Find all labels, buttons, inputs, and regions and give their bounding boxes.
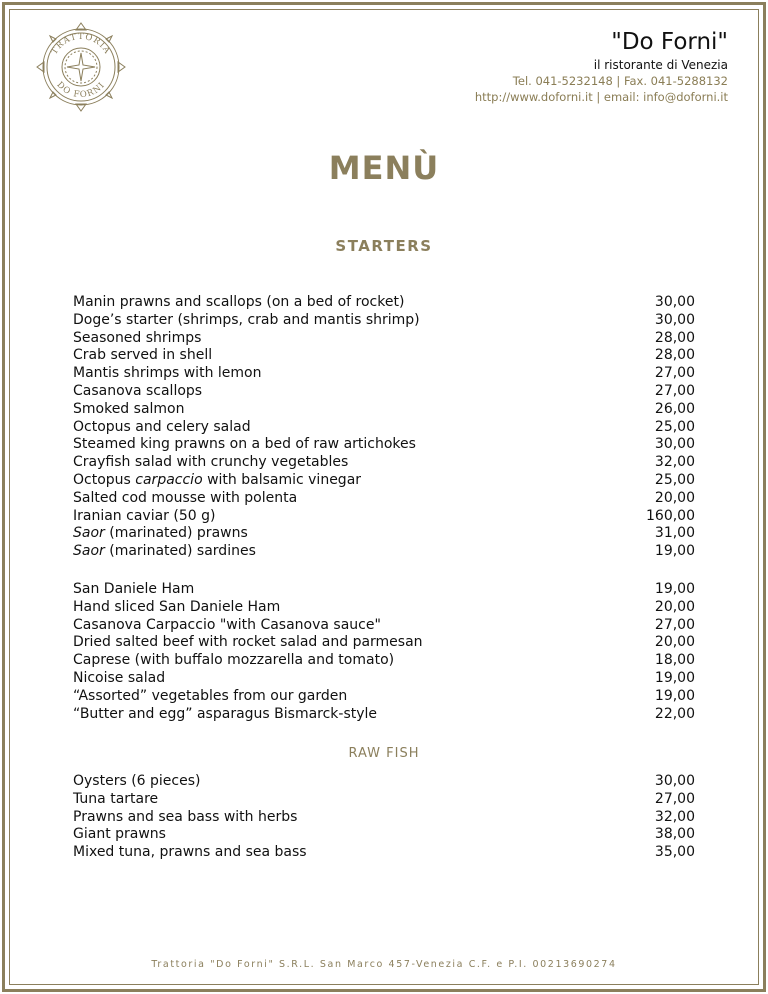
menu-item — [73, 773, 695, 791]
menu-item-price: 28,00 — [654, 347, 695, 364]
menu-item-price: 38,00 — [654, 826, 695, 843]
menu-item-name: “Butter and egg” asparagus Bismarck-style — [73, 705, 378, 722]
menu-item — [73, 844, 695, 862]
section-title-starters: STARTERS — [335, 237, 433, 255]
menu-title: MENÙ — [328, 149, 440, 187]
menu-item-price: 20,00 — [654, 489, 695, 506]
menu-item-price: 160,00 — [646, 507, 695, 524]
trattoria-seal-logo — [36, 22, 126, 112]
menu-item-name: Salted cod mousse with polenta — [73, 489, 298, 506]
menu-item — [73, 347, 695, 365]
menu-item-price: 27,00 — [654, 616, 695, 633]
menu-item-name: Mantis shrimps with lemon — [73, 365, 262, 382]
menu-item — [73, 670, 695, 688]
footer-company-info: Trattoria "Do Forni" S.R.L. San Marco 457-Venezia C.F. e P.I. 00213690274 — [151, 959, 617, 970]
menu-item-price: 31,00 — [654, 525, 695, 542]
menu-item-price: 30,00 — [654, 436, 695, 453]
menu-item-name: Tuna tartare — [73, 790, 159, 807]
header-contact-block — [475, 28, 728, 105]
menu-item-price: 30,00 — [654, 773, 695, 789]
menu-item — [73, 472, 695, 490]
menu-item-price: 19,00 — [654, 581, 695, 597]
menu-item-name — [73, 543, 256, 561]
menu-item-name: Oysters (6 pieces) — [73, 773, 201, 789]
menu-item-name: Giant prawns — [73, 826, 166, 843]
raw-fish-list — [73, 773, 695, 862]
menu-item-name-part: (marinated) sardines — [104, 543, 256, 560]
menu-item-price: 28,00 — [654, 329, 695, 346]
phone-fax-line: Tel. 041-5232148 | Fax. 041-5288132 — [512, 74, 728, 88]
menu-item-price: 26,00 — [654, 400, 695, 417]
menu-item-price: 22,00 — [654, 705, 695, 722]
menu-item — [73, 826, 695, 844]
menu-item-name: Casanova Carpaccio "with Casanova sauce" — [73, 616, 381, 633]
menu-item — [73, 706, 695, 724]
menu-item — [73, 419, 695, 437]
menu-item-name: “Assorted” vegetables from our garden — [73, 687, 348, 704]
menu-item-price: 27,00 — [654, 790, 695, 807]
menu-item-name: Nicoise salad — [73, 669, 166, 686]
menu-item-name: Crayfish salad with crunchy vegetables — [73, 454, 349, 471]
menu-item-name: Hand sliced San Daniele Ham — [73, 598, 281, 615]
menu-item-price: 20,00 — [654, 634, 695, 651]
menu-item-price: 32,00 — [654, 454, 695, 471]
menu-item-name-part: (marinated) prawns — [104, 525, 248, 542]
menu-item-price: 27,00 — [654, 365, 695, 382]
menu-item-price: 32,00 — [654, 808, 695, 825]
menu-item — [73, 383, 695, 401]
menu-item-name: Manin prawns and scallops (on a bed of rocket) — [73, 294, 405, 310]
menu-item-name: Iranian caviar (50 g) — [73, 507, 216, 524]
menu-item-name-italic: Saor — [73, 543, 105, 560]
menu-item — [73, 809, 695, 827]
menu-item-name: Steamed king prawns on a bed of raw artichokes — [73, 436, 416, 453]
menu-item — [73, 634, 695, 652]
menu-item-price: 25,00 — [654, 471, 695, 488]
menu-item-name-part: with balsamic vinegar — [202, 471, 362, 488]
menu-item — [73, 401, 695, 419]
menu-item-name: Octopus and celery salad — [73, 418, 251, 435]
menu-item-price: 25,00 — [654, 418, 695, 435]
seal-top-text: TRATTORIA — [49, 31, 113, 57]
menu-item-name: Seasoned shrimps — [73, 329, 202, 346]
menu-item — [73, 365, 695, 383]
menu-item — [73, 330, 695, 348]
menu-item — [73, 652, 695, 670]
menu-item — [73, 490, 695, 508]
menu-item-name: San Daniele Ham — [73, 581, 195, 597]
menu-item-name-part: Octopus — [73, 471, 136, 488]
restaurant-name: "Do Forni" — [611, 29, 728, 55]
menu-item — [73, 312, 695, 330]
menu-item-price: 27,00 — [654, 382, 695, 399]
menu-item — [73, 294, 695, 312]
menu-item-price: 30,00 — [654, 311, 695, 328]
menu-item-name: Doge’s starter (shrimps, crab and mantis shrimp) — [73, 311, 420, 328]
web-email-line[interactable]: http://www.doforni.it | email: info@doforni.it — [474, 90, 728, 104]
menu-item — [73, 791, 695, 809]
menu-item-name-italic: Saor — [73, 525, 105, 542]
menu-item-price: 19,00 — [654, 669, 695, 686]
menu-item-price: 35,00 — [654, 844, 695, 861]
menu-item-price: 30,00 — [654, 294, 695, 310]
menu-item-price: 19,00 — [654, 543, 695, 560]
menu-item-name: Mixed tuna, prawns and sea bass — [73, 844, 307, 861]
menu-item-price: 18,00 — [654, 652, 695, 669]
menu-item-name-italic: carpaccio — [135, 471, 203, 488]
cold-cuts-list — [73, 581, 695, 723]
section-title-raw-fish: RAW FISH — [348, 746, 420, 761]
restaurant-subtitle: il ristorante di Venezia — [593, 58, 728, 72]
menu-item — [73, 525, 695, 543]
menu-item — [73, 508, 695, 526]
menu-item — [73, 543, 695, 561]
menu-item-name: Dried salted beef with rocket salad and parmesan — [73, 634, 423, 651]
starters-list — [73, 294, 695, 561]
menu-item — [73, 617, 695, 635]
menu-item-price: 20,00 — [654, 598, 695, 615]
menu-item — [73, 688, 695, 706]
menu-item-price: 19,00 — [654, 687, 695, 704]
menu-item-name — [73, 472, 361, 490]
menu-item — [73, 599, 695, 617]
menu-item — [73, 581, 695, 599]
menu-item-name: Prawns and sea bass with herbs — [73, 808, 298, 825]
menu-item — [73, 436, 695, 454]
menu-item-name: Crab served in shell — [73, 347, 213, 364]
menu-item — [73, 454, 695, 472]
menu-item-name: Smoked salmon — [73, 400, 185, 417]
menu-item-name: Casanova scallops — [73, 382, 203, 399]
menu-item-name — [73, 525, 248, 543]
seal-bottom-text: DO FORNI — [54, 80, 108, 101]
menu-item-name: Caprese (with buffalo mozzarella and tomato) — [73, 652, 395, 669]
